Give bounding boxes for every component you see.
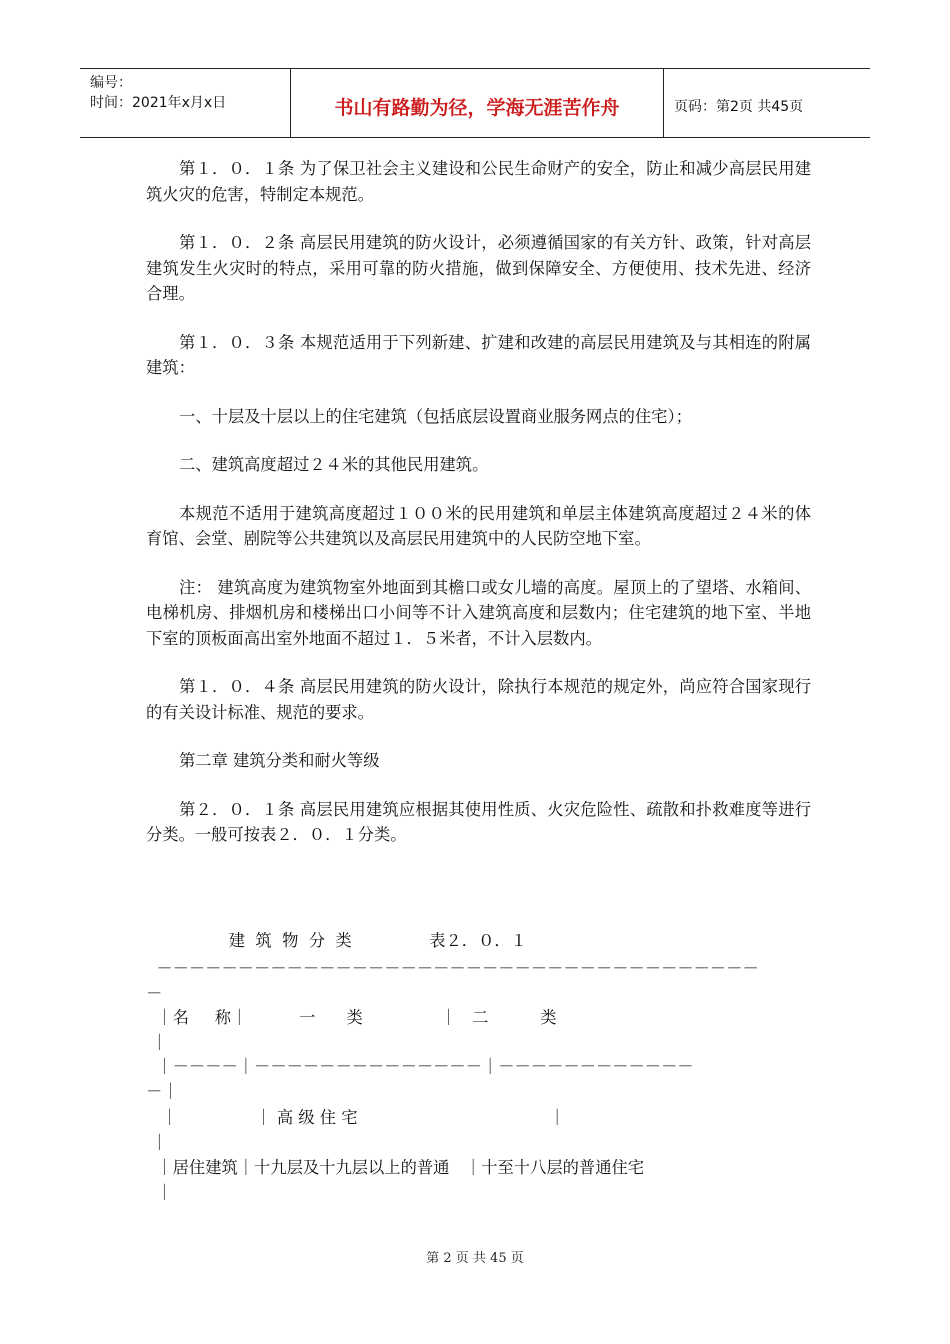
header-page-info: 页码：第2页 共45页 <box>674 99 804 115</box>
document-time-label: 时间：2021年x月x日 <box>90 95 227 111</box>
table-row-residential: ｜居住建筑｜十九层及十九层以上的普通 ｜十至十八层的普通住宅 <box>146 1158 645 1177</box>
page-footer: 第 2 页 共 45 页 <box>426 1251 524 1266</box>
table-rule-top-wrap: － <box>146 984 163 1003</box>
table-row-luxury-housing: ｜ ｜ 高 级 住 宅 ｜ <box>146 1108 566 1127</box>
header-meta <box>80 69 291 137</box>
table-rule-mid-wrap: －｜ <box>146 1082 179 1101</box>
scope-exclusion: 本规范不适用于建筑高度超过１００米的民用建筑和单层主体建筑高度超过２４米的体育馆、会堂、剧院等公共建筑以及高层民用建筑中的人民防空地下室。 <box>146 503 811 548</box>
table-row-luxury-housing-wrap: ｜ <box>146 1133 168 1152</box>
document-number-label: 编号： <box>90 75 132 91</box>
document-body <box>146 156 811 871</box>
article-1-0-1: 第１．０．１条 为了保卫社会主义建设和公民生命财产的安全，防止和减少高层民用建筑火灾的危害，特制定本规范。 <box>146 159 811 204</box>
article-1-0-3: 第１．０．３条 本规范适用于下列新建、扩建和改建的高层民用建筑及与其相连的附属建筑： <box>146 332 811 377</box>
document-header <box>80 68 870 138</box>
table-rule-mid: ｜－－－－｜－－－－－－－－－－－－－－｜－－－－－－－－－－－－ <box>146 1057 694 1076</box>
chapter-2-heading: 第二章 建筑分类和耐火等级 <box>179 751 380 770</box>
table-rule-top: －－－－－－－－－－－－－－－－－－－－－－－－－－－－－－－－－－－－－ <box>146 959 759 978</box>
scope-item-1: 一、十层及十层以上的住宅建筑（包括底层设置商业服务网点的住宅）； <box>179 406 692 426</box>
scope-item-2: 二、建筑高度超过２４米的其他民用建筑。 <box>179 455 489 474</box>
article-1-0-4: 第１．０．４条 高层民用建筑的防火设计，除执行本规范的规定外，尚应符合国家现行的有关设计标准、规范的要求。 <box>146 677 811 722</box>
header-motto: 书山有路勤为径，学海无涯苦作舟 <box>291 69 664 137</box>
article-2-0-1: 第２．０．１条 高层民用建筑应根据其使用性质、火灾危险性、疏散和扑救难度等进行分类。一般可按表２．０．１分类。 <box>146 799 811 844</box>
table-title-line: 建 筑 物 分 类 表２．０．１ <box>146 931 527 950</box>
table-row-residential-wrap: ｜ <box>146 1183 173 1202</box>
table-header-row-wrap: ｜ <box>146 1033 168 1052</box>
scope-note: 注： 建筑高度为建筑物室外地面到其檐口或女儿墙的高度。屋顶上的了望塔、水箱间、电梯机房、排烟机房和楼梯出口小间等不计入建筑高度和层数内；住宅建筑的地下室、半地下室的顶板面高出室外地面不超过１．５米者，不计入层数内。 <box>146 577 811 648</box>
table-header-row: ｜名 称｜ 一 类 ｜ 二 类 <box>146 1008 557 1027</box>
article-1-0-2: 第１．０．２条 高层民用建筑的防火设计，必须遵循国家的有关方针、政策，针对高层建筑发生火灾时的特点，采用可靠的防火措施，做到保障安全、方便使用、技术先进、经济合理。 <box>146 233 811 303</box>
